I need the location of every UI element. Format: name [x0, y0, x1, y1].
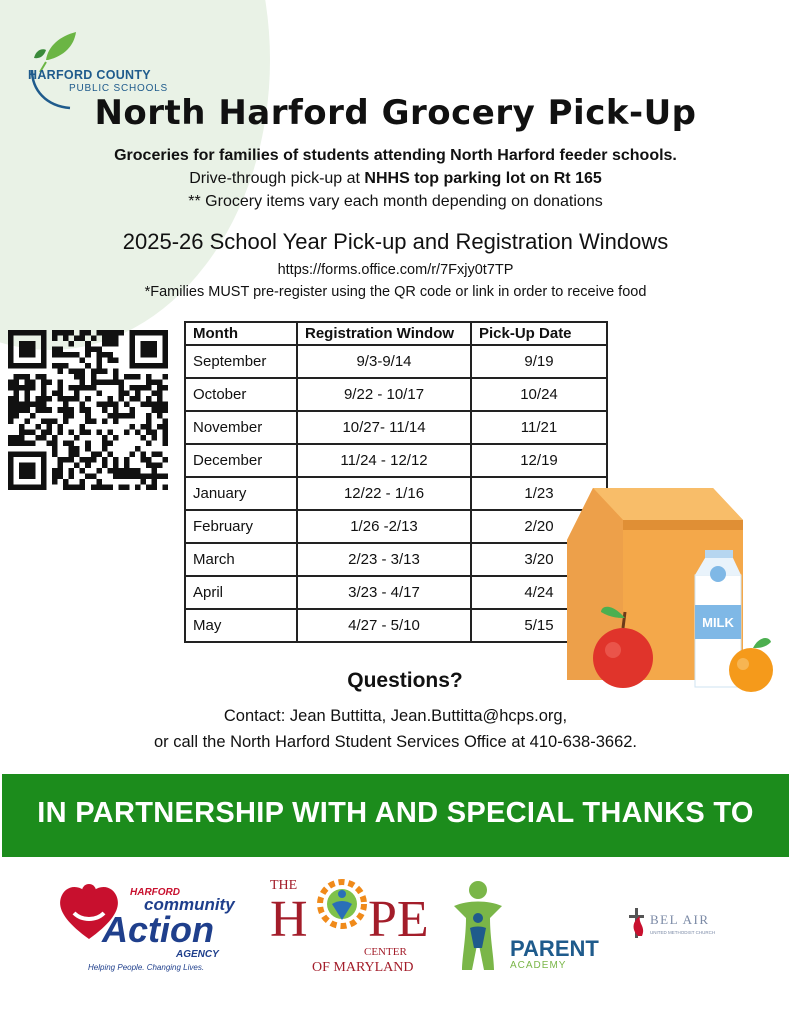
month-cell: October — [185, 378, 297, 411]
month-cell: January — [185, 477, 297, 510]
window-cell: 9/22 - 10/17 — [297, 378, 471, 411]
belair-sub: UNITED METHODIST CHURCH — [650, 930, 716, 935]
preregister-note: *Families MUST pre-register using the QR code or link in order to receive food — [144, 284, 647, 300]
hope-pe: PE — [368, 891, 429, 948]
logo-subtitle: PUBLIC SCHOOLS — [69, 83, 169, 94]
pickup-cell: 12/19 — [471, 444, 607, 477]
hca-community: community — [144, 895, 235, 914]
header-registration-window: Registration Window — [297, 322, 471, 345]
window-cell: 11/24 - 12/12 — [297, 444, 471, 477]
window-cell: 4/27 - 5/10 — [297, 609, 471, 642]
table-row — [185, 345, 607, 378]
partner-hca-logo — [52, 875, 237, 975]
header-month: Month — [185, 322, 297, 345]
month-cell: April — [185, 576, 297, 609]
table-row — [185, 543, 607, 576]
belair-name: BEL AIR — [650, 912, 710, 927]
pickup-cell: 2/20 — [471, 510, 607, 543]
table-row — [185, 576, 607, 609]
banner-text: IN PARTNERSHIP WITH AND SPECIAL THANKS TO — [37, 797, 754, 829]
table-row — [185, 444, 607, 477]
intro-line-1: Groceries for families of students attending North Harford feeder schools. — [114, 147, 677, 164]
hope-h: H — [270, 891, 308, 948]
month-cell: September — [185, 345, 297, 378]
intro-line-3: ** Grocery items vary each month depending on donations — [188, 193, 603, 210]
table-row — [185, 609, 607, 642]
schedule-table — [184, 321, 608, 643]
pickup-location: NHHS top parking lot on Rt 165 — [364, 170, 602, 187]
partnership-banner — [2, 774, 789, 857]
hca-tagline: Helping People. Changing Lives. — [88, 963, 205, 972]
grocery-bag-icon — [563, 480, 783, 700]
pickup-cell: 1/23 — [471, 477, 607, 510]
sun-people-icon — [314, 874, 370, 934]
partner-bel-air-umc-logo — [626, 904, 736, 952]
intro-line-2-prefix: Drive-through pick-up at — [189, 170, 365, 187]
table-header-row — [185, 322, 607, 345]
hca-action: Action — [102, 909, 214, 950]
partner-hope-center-logo — [268, 874, 428, 978]
header-pickup-date: Pick-Up Date — [471, 322, 607, 345]
pickup-cell: 11/21 — [471, 411, 607, 444]
milk-label: MILK — [702, 615, 734, 630]
partner-parent-academy-logo — [450, 878, 610, 974]
contact-line-1: Contact: Jean Buttitta, Jean.Buttitta@hcps.org, — [223, 707, 568, 725]
contact-line-2: or call the North Harford Student Services Office at 410-638-3662. — [153, 733, 638, 751]
hca-agency: AGENCY — [176, 949, 219, 960]
month-cell: November — [185, 411, 297, 444]
logo-name: HARFORD COUNTY — [28, 68, 151, 82]
window-cell: 3/23 - 4/17 — [297, 576, 471, 609]
table-row — [185, 411, 607, 444]
qr-code-icon[interactable] — [8, 330, 168, 490]
schedule-heading: 2025-26 School Year Pick-up and Registration Windows — [122, 229, 669, 254]
month-cell: December — [185, 444, 297, 477]
parent-child-icon — [450, 878, 506, 972]
pickup-cell: 10/24 — [471, 378, 607, 411]
table-row — [185, 477, 607, 510]
hope-the: THE — [270, 878, 298, 893]
cross-flame-icon — [626, 906, 648, 940]
window-cell: 2/23 - 3/13 — [297, 543, 471, 576]
pickup-cell: 4/24 — [471, 576, 607, 609]
hca-top: HARFORD — [130, 887, 180, 898]
parent-name: PARENT — [510, 936, 599, 961]
month-cell: February — [185, 510, 297, 543]
window-cell: 9/3-9/14 — [297, 345, 471, 378]
month-cell: May — [185, 609, 297, 642]
window-cell: 10/27- 11/14 — [297, 411, 471, 444]
window-cell: 12/22 - 1/16 — [297, 477, 471, 510]
window-cell: 1/26 -2/13 — [297, 510, 471, 543]
table-row — [185, 510, 607, 543]
month-cell: March — [185, 543, 297, 576]
table-row — [185, 378, 607, 411]
pickup-cell: 9/19 — [471, 345, 607, 378]
hope-of-maryland: OF MARYLAND — [312, 960, 414, 975]
hope-center: CENTER — [364, 946, 407, 958]
pickup-cell: 5/15 — [471, 609, 607, 642]
pickup-cell: 3/20 — [471, 543, 607, 576]
parent-sub: ACADEMY — [510, 960, 567, 971]
intro-line-2 — [0, 170, 791, 188]
registration-link[interactable]: https://forms.office.com/r/7Fxjy0t7TP — [277, 262, 514, 278]
page-title: North Harford Grocery Pick-Up — [94, 93, 697, 133]
questions-heading: Questions? — [347, 669, 463, 692]
